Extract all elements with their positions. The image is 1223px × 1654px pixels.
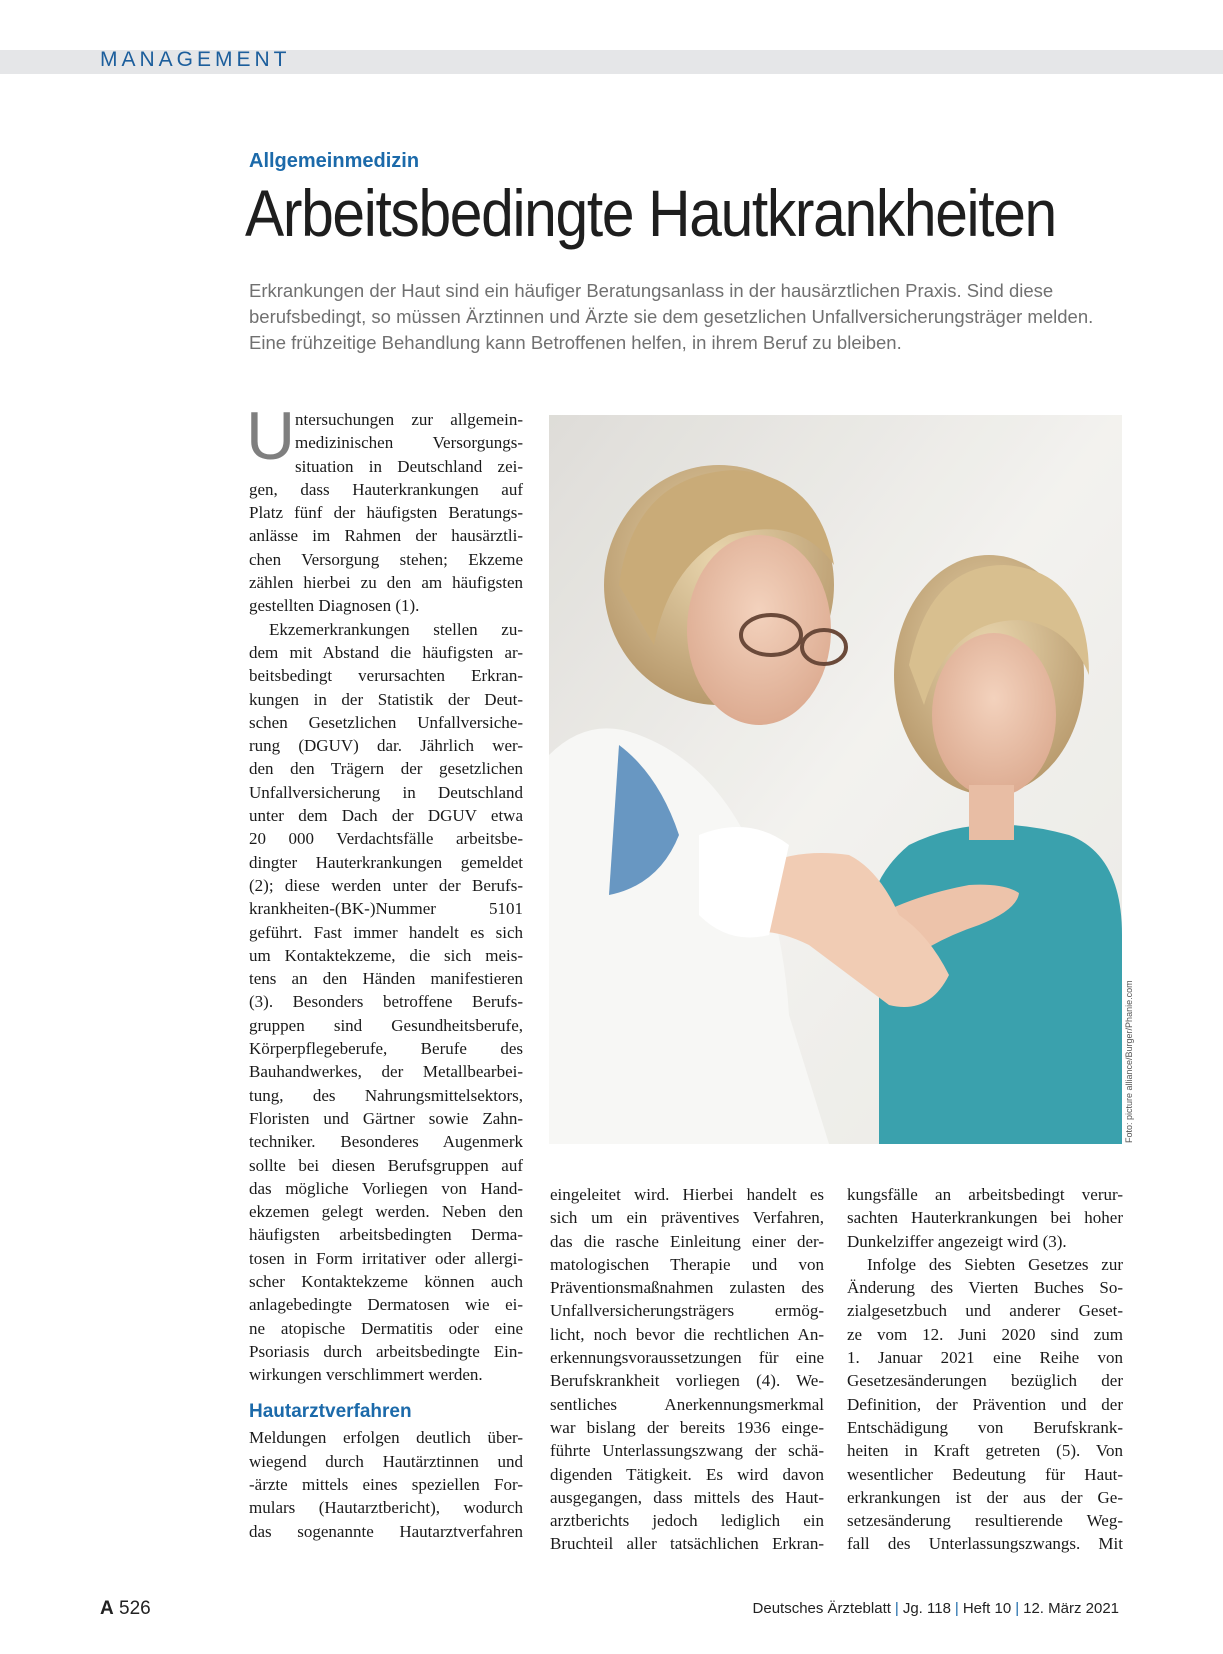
text-line: Bruchteil aller tatsächlichen Erkran- xyxy=(550,1534,824,1554)
text-line: krankheiten-(BK-)Nummer 5101 xyxy=(249,899,523,919)
text-line: Unfallversicherung in Deutschland xyxy=(249,782,523,802)
page-number xyxy=(100,1598,151,1620)
text-line: Gesetzesänderungen bezüglich der xyxy=(847,1371,1123,1391)
text-line: gen, dass Hauterkrankungen auf xyxy=(249,479,523,499)
text-line: Präventionsmaßnahmen zulasten des xyxy=(550,1278,824,1298)
text-line: Definition, der Prävention und der xyxy=(847,1394,1123,1414)
text-line: schen Gesetzlichen Unfallversiche- xyxy=(249,712,523,732)
text-line: rung (DGUV) dar. Jährlich wer- xyxy=(249,736,523,756)
text-line: sachten Hauterkrankungen bei hoher xyxy=(847,1208,1123,1228)
text-line: Ekzemerkrankungen stellen zu- xyxy=(269,619,523,639)
text-line: geführt. Fast immer handelt es sich xyxy=(249,922,523,942)
article-title: Arbeitsbedingte Hautkrankheiten xyxy=(245,176,1056,250)
page-number-value: 526 xyxy=(119,1598,151,1619)
text-line: erkennungsvoraussetzungen für eine xyxy=(550,1348,824,1368)
article-photo xyxy=(549,415,1122,1144)
text-line: tung, des Nahrungsmittelsektors, xyxy=(249,1085,523,1105)
text-line: häufigsten arbeitsbedingten Derma- xyxy=(249,1225,523,1245)
text-line: scher Kontaktekzeme können auch xyxy=(249,1271,523,1291)
journal-name: Deutsches Ärzteblatt xyxy=(752,1600,891,1617)
text-line: wirkungen verschlimmert werden. xyxy=(249,1365,483,1385)
text-line: anlässe im Rahmen der hausärztli- xyxy=(249,526,523,546)
article-column-1 xyxy=(249,408,523,1543)
text-line: den den Trägern der gesetzlichen xyxy=(249,759,523,779)
text-line: arztberichts jedoch lediglich ein xyxy=(550,1511,824,1531)
article-kicker: Allgemeinmedizin xyxy=(249,150,420,172)
text-line: (3). Besonders betroffene Berufs- xyxy=(249,992,523,1012)
journal-volume: Jg. 118 xyxy=(902,1600,951,1617)
text-line: erkrankungen ist der aus der Ge- xyxy=(847,1487,1123,1507)
text-line: sentliches Anerkennungsmerkmal xyxy=(550,1394,824,1414)
text-line: tens an den Händen manifestieren xyxy=(249,969,523,989)
text-line: licht, noch bevor die rechtlichen An- xyxy=(550,1324,824,1344)
journal-issue: Heft 10 xyxy=(962,1600,1012,1617)
text-line: Dunkelziffer angezeigt wird (3). xyxy=(847,1231,1067,1251)
text-line: fall des Unterlassungszwangs. Mit xyxy=(847,1534,1123,1554)
text-line: anlagebedingte Dermatosen wie ei- xyxy=(249,1295,523,1315)
text-line: 20 000 Verdachtsfälle arbeitsbe- xyxy=(249,829,523,849)
text-line: führte Unterlassungszwang der schä- xyxy=(550,1441,824,1461)
text-line: digenden Tätigkeit. Es wird davon xyxy=(550,1464,824,1484)
text-line: techniker. Besonderes Augenmerk xyxy=(249,1132,523,1152)
section-label: MANAGEMENT xyxy=(100,48,291,71)
journal-date: 12. März 2021 xyxy=(1023,1600,1119,1617)
text-line: zählen hierbei zu den am häufigsten xyxy=(249,573,523,593)
text-line: situation in Deutschland zei- xyxy=(295,456,523,476)
text-line: Entschädigung von Berufskrank- xyxy=(847,1417,1123,1437)
text-line: sollte bei diesen Berufsgruppen auf xyxy=(249,1155,523,1175)
text-line: setzesänderung resultierende Weg- xyxy=(847,1511,1123,1531)
text-line: dem mit Abstand die häufigsten ar- xyxy=(249,642,523,662)
text-line: Platz fünf der häufigsten Beratungs- xyxy=(249,503,523,523)
text-line: heiten in Kraft getreten (5). Von xyxy=(847,1441,1123,1461)
text-line: beitsbedingt verursachten Erkran- xyxy=(249,666,523,686)
text-line: war bislang der bereits 1936 einge- xyxy=(550,1417,824,1437)
lead-line: Eine frühzeitige Behandlung kann Betroffenen helfen, in ihrem Beruf zu bleiben. xyxy=(249,332,902,353)
text-line: Meldungen erfolgen deutlich über- xyxy=(249,1428,523,1448)
text-line: wesentlicher Bedeutung für Haut- xyxy=(847,1464,1123,1484)
photo-credit: Foto: picture alliance/Burger/Phanie.com xyxy=(1124,980,1134,1143)
text-line: Unfallversicherungsträgers ermög- xyxy=(550,1301,824,1321)
text-line: (2); diese werden unter der Berufs- xyxy=(249,875,523,895)
text-line: Infolge des Siebten Gesetzes zur xyxy=(867,1254,1123,1274)
text-line: matologischen Therapie und von xyxy=(550,1254,824,1274)
article-column-3 xyxy=(847,1183,1123,1556)
text-line: Körperpflegeberufe, Berufe des xyxy=(249,1039,523,1059)
text-line: ntersuchungen zur allgemein- xyxy=(295,410,523,429)
text-line: kungsfälle an arbeitsbedingt verur- xyxy=(847,1185,1123,1204)
text-line: ausgegangen, dass mittels des Haut- xyxy=(550,1487,824,1507)
text-line: Bauhandwerkes, der Metallbearbei- xyxy=(249,1062,523,1082)
text-line: -ärzte mittels eines speziellen For- xyxy=(249,1475,523,1495)
text-line: Berufskrankheit vorliegen (4). We- xyxy=(550,1371,824,1391)
text-line: sich um ein präventives Verfahren, xyxy=(550,1208,824,1228)
text-line: Psoriasis durch arbeitsbedingte Ein- xyxy=(249,1341,523,1361)
text-line: ekzemen gelegt werden. Neben den xyxy=(249,1202,523,1222)
text-line: ze vom 12. Juni 2020 sind zum xyxy=(847,1324,1123,1344)
text-line: Änderung des Vierten Buches So- xyxy=(847,1278,1123,1298)
lead-line: Erkrankungen der Haut sind ein häufiger Beratungsanlass in der hausärztlichen Praxis. Sind diese xyxy=(249,280,1054,301)
text-line: dingter Hauterkrankungen gemeldet xyxy=(249,852,523,872)
article-column-2 xyxy=(550,1183,824,1556)
text-line: tosen in Form irritativer oder allergi- xyxy=(249,1248,523,1268)
text-line: gruppen sind Gesundheitsberufe, xyxy=(249,1015,523,1035)
text-line: das die rasche Einleitung einer der- xyxy=(550,1231,824,1251)
photo-doctor-examining-hand xyxy=(549,415,1122,1144)
text-line: das mögliche Vorliegen von Hand- xyxy=(249,1178,523,1198)
text-line: 1. Januar 2021 eine Reihe von xyxy=(847,1348,1123,1368)
drop-cap: U xyxy=(246,398,296,474)
article-lead xyxy=(249,278,1129,356)
text-line: kungen in der Statistik der Deut- xyxy=(249,689,523,709)
text-line: chen Versorgung stehen; Ekzeme xyxy=(249,549,523,569)
page-prefix: A xyxy=(100,1598,114,1619)
text-line: ne atopische Dermatitis oder eine xyxy=(249,1318,523,1338)
text-line: gestellten Diagnosen (1). xyxy=(249,596,420,616)
text-line: das sogenannte Hautarztverfahren xyxy=(249,1521,523,1541)
text-line: zialgesetzbuch und anderer Geset- xyxy=(847,1301,1123,1321)
journal-footer: Deutsches Ärzteblatt | Jg. 118 | Heft 10 | 12. März 2021 xyxy=(752,1600,1119,1617)
text-line: eingeleitet wird. Hierbei handelt es xyxy=(550,1185,824,1204)
text-line: wiegend durch Hautärztinnen und xyxy=(249,1451,523,1471)
subheading-hautarztverfahren: Hautarztverfahren xyxy=(249,1401,412,1423)
text-line: medizinischen Versorgungs- xyxy=(295,433,523,453)
lead-line: berufsbedingt, so müssen Ärztinnen und Ärzte sie dem gesetzlichen Unfallversicherungsträger melden. xyxy=(249,306,1094,327)
text-line: Floristen und Gärtner sowie Zahn- xyxy=(249,1108,523,1128)
text-line: um Kontaktekzeme, die sich meis- xyxy=(249,945,523,965)
text-line: mulars (Hautarztbericht), wodurch xyxy=(249,1498,523,1518)
text-line: unter dem Dach der DGUV etwa xyxy=(249,806,523,826)
